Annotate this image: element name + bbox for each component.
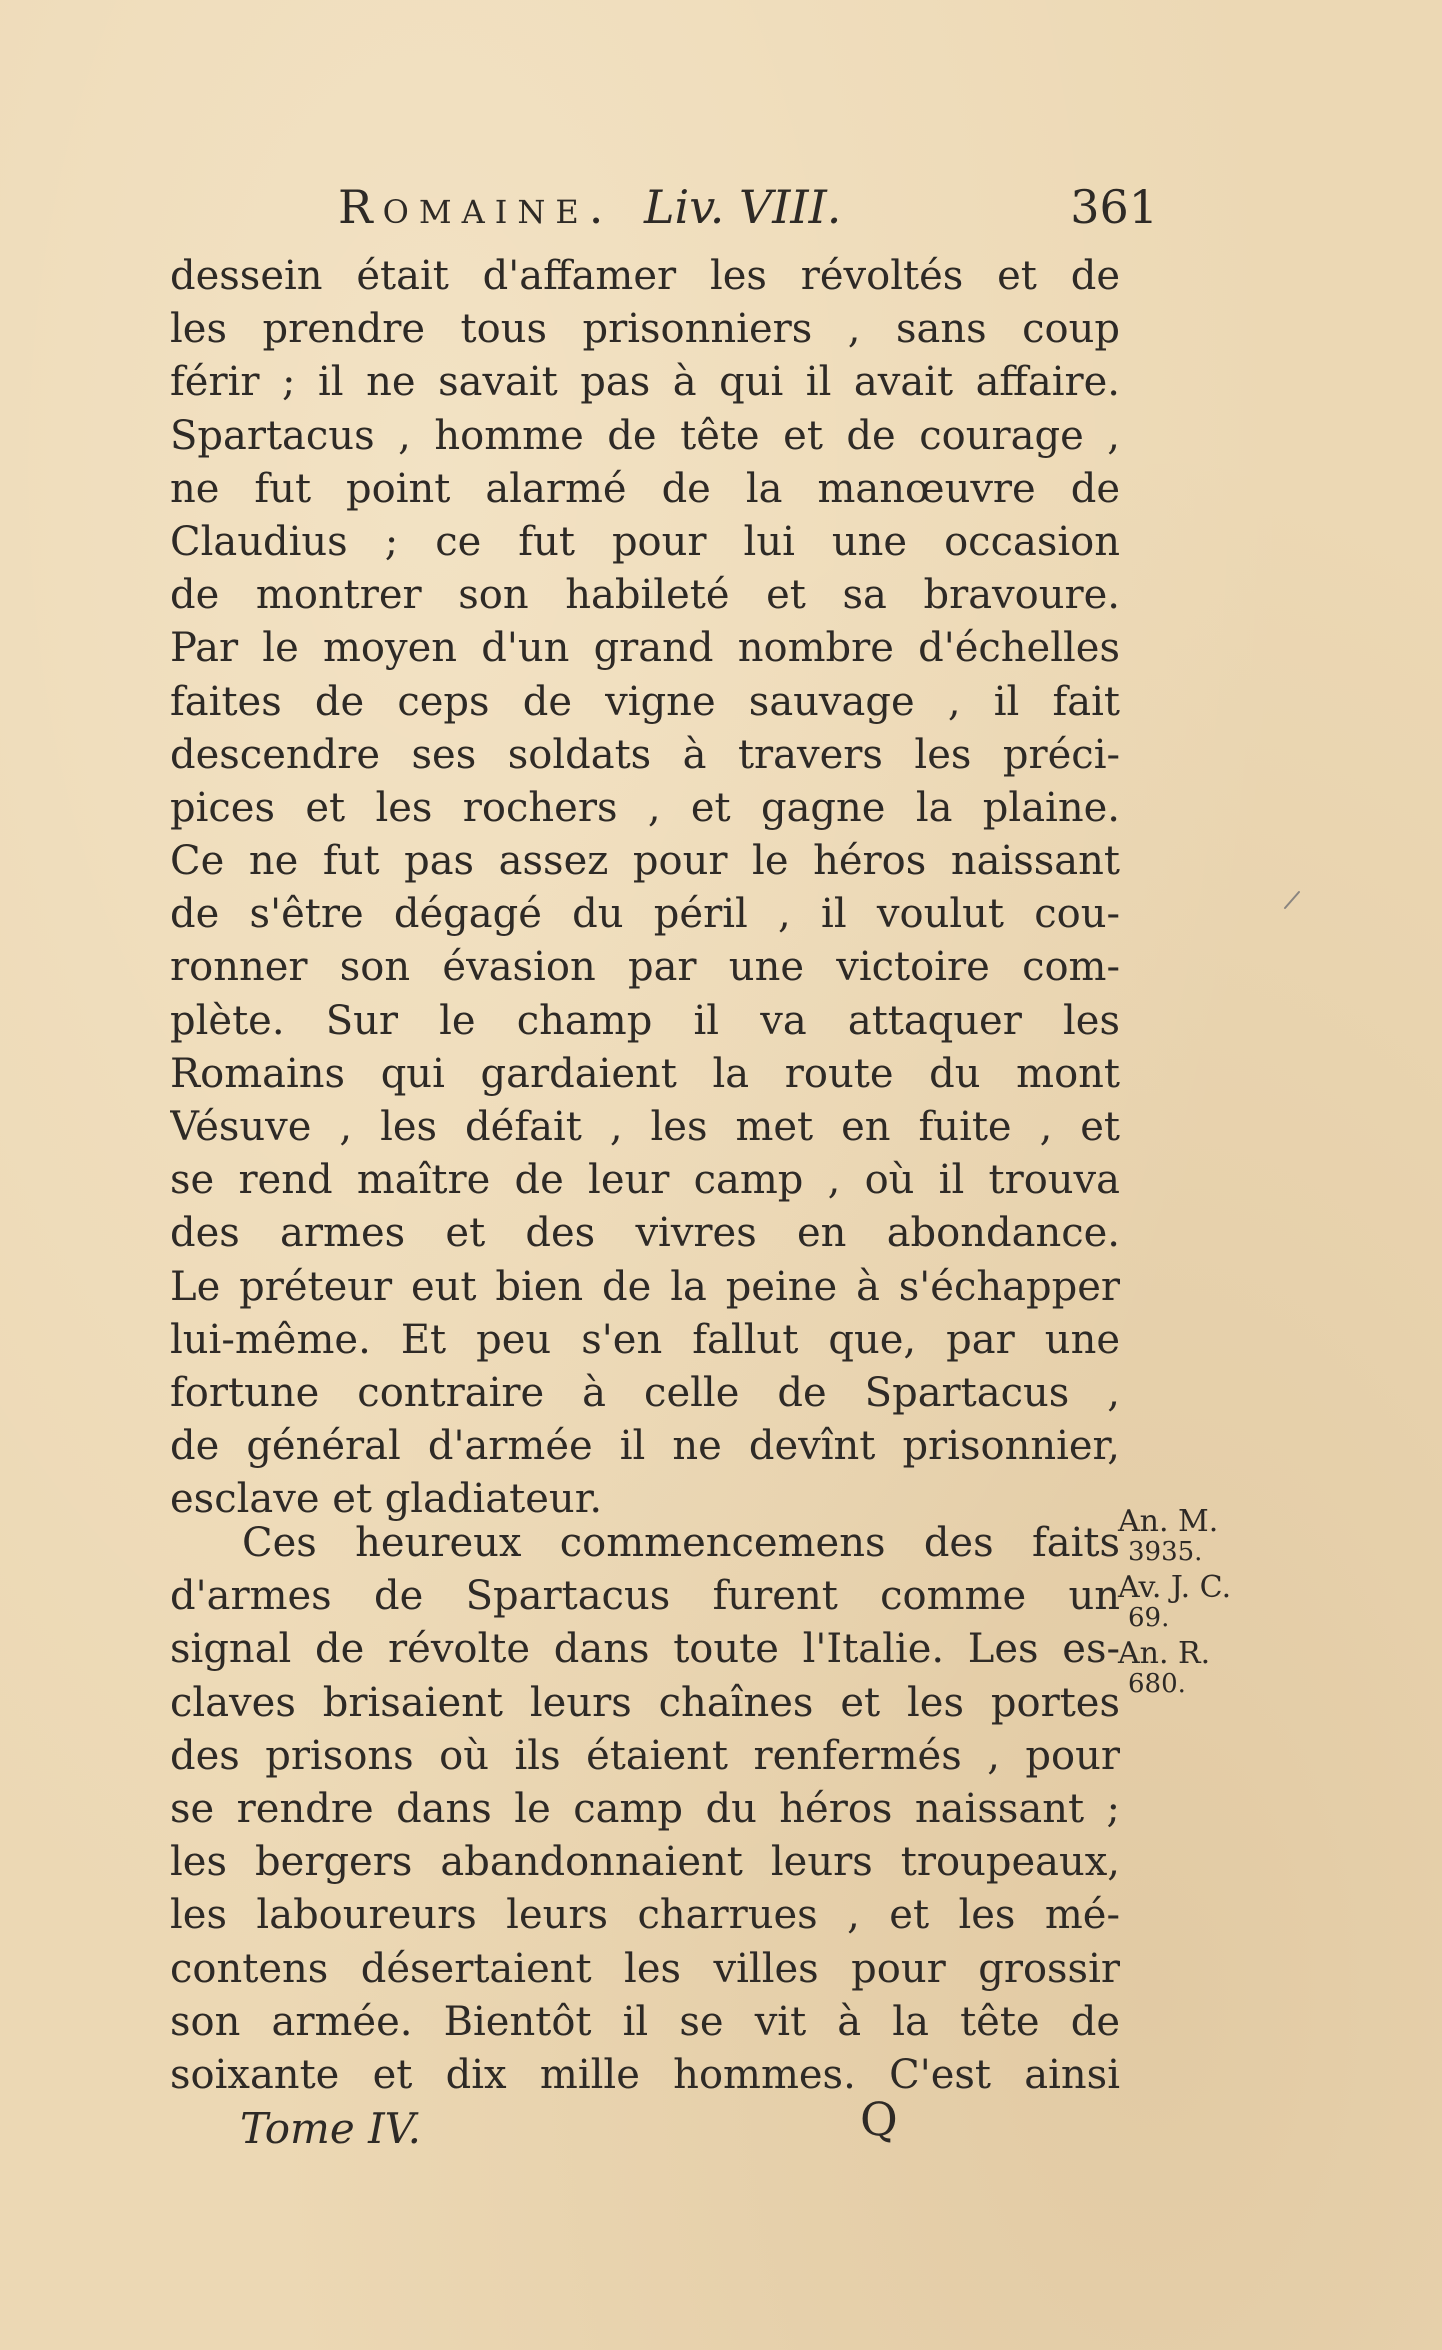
text-line: se rend maître de leur camp , où il trouva [170,1157,1120,1204]
text-line: Romains qui gardaient la route du mont [170,1050,1120,1097]
text-line: les prendre tous prisonniers , sans coup [170,306,1120,353]
text-line: Le préteur eut bien de la peine à s'échapper [170,1263,1120,1310]
pencil-mark-icon [1283,890,1301,910]
text-line: férir ; il ne savait pas à qui il avait affaire. [170,359,1120,406]
margin-av-jc-label: Av. J. C. [1118,1570,1232,1605]
text-line: Ces heureux commencemens des faits [242,1520,1120,1566]
text-line: Vésuve , les défait , les met en fuite , et [170,1104,1120,1150]
volume-label: Tome IV. [240,2104,422,2153]
text-line: se rendre dans le camp du héros naissant ; [170,1785,1120,1832]
signature-mark: Q [860,2092,898,2146]
text-line: claves brisaient leurs chaînes et les portes [170,1679,1120,1726]
text-line: son armée. Bientôt il se vit à la tête de [170,1998,1120,2045]
text-line: ronner son évasion par une victoire com- [170,944,1120,991]
page-number: 361 [1070,180,1158,234]
running-head-title: Romaine. [338,180,614,234]
text-line: de général d'armée il ne devînt prisonnier, [170,1423,1120,1470]
second-paragraph [170,1517,1120,2102]
text-line: contens désertaient les villes pour grossir [170,1945,1120,1992]
text-line: des prisons où ils étaient renfermés , pour [170,1732,1120,1779]
text-line: de s'être dégagé du péril , il voulut cou- [170,891,1120,938]
text-line: fortune contraire à celle de Spartacus , [170,1369,1120,1416]
margin-an-r-value: 680. [1128,1669,1186,1699]
text-line: soixante et dix mille hommes. C'est ainsi [170,2051,1120,2098]
text-line: descendre ses soldats à travers les préci- [170,731,1120,778]
text-line: Par le moyen d'un grand nombre d'échelles [170,625,1120,672]
text-line: plète. Sur le champ il va attaquer les [170,997,1120,1044]
margin-av-jc-value: 69. [1128,1603,1170,1633]
text-line: faites de ceps de vigne sauvage , il fait [170,678,1120,725]
text-line: les laboureurs leurs charrues , et les mé- [170,1892,1120,1939]
text-line: signal de révolte dans toute l'Italie. Les es- [170,1626,1120,1673]
text-line: Ce ne fut pas assez pour le héros naissant [170,838,1120,885]
text-line: dessein était d'affamer les révoltés et de [170,253,1120,299]
text-line: esclave et gladiateur. [170,1476,603,1523]
running-head [338,172,1158,242]
text-line: les bergers abandonnaient leurs troupeaux, [170,1839,1120,1886]
text-line: pices et les rochers , et gagne la plaine. [170,784,1120,831]
text-line: des armes et des vivres en abondance. [170,1210,1120,1257]
text-line: Claudius ; ce fut pour lui une occasion [170,518,1120,565]
margin-an-r-label: An. R. [1118,1636,1211,1671]
text-line: Spartacus , homme de tête et de courage , [170,412,1120,459]
main-text-block [170,250,1120,1527]
text-line: de montrer son habileté et sa bravoure. [170,572,1120,619]
running-head-book: Liv. VIII. [644,180,842,234]
text-line: d'armes de Spartacus furent comme un [170,1573,1120,1620]
text-line: lui-même. Et peu s'en fallut que, par une [170,1316,1120,1363]
margin-an-m-label: An. M. [1118,1504,1219,1539]
margin-dates [1118,1504,1328,1700]
text-line: ne fut point alarmé de la manœuvre de [170,465,1120,512]
margin-an-m-value: 3935. [1128,1537,1203,1567]
